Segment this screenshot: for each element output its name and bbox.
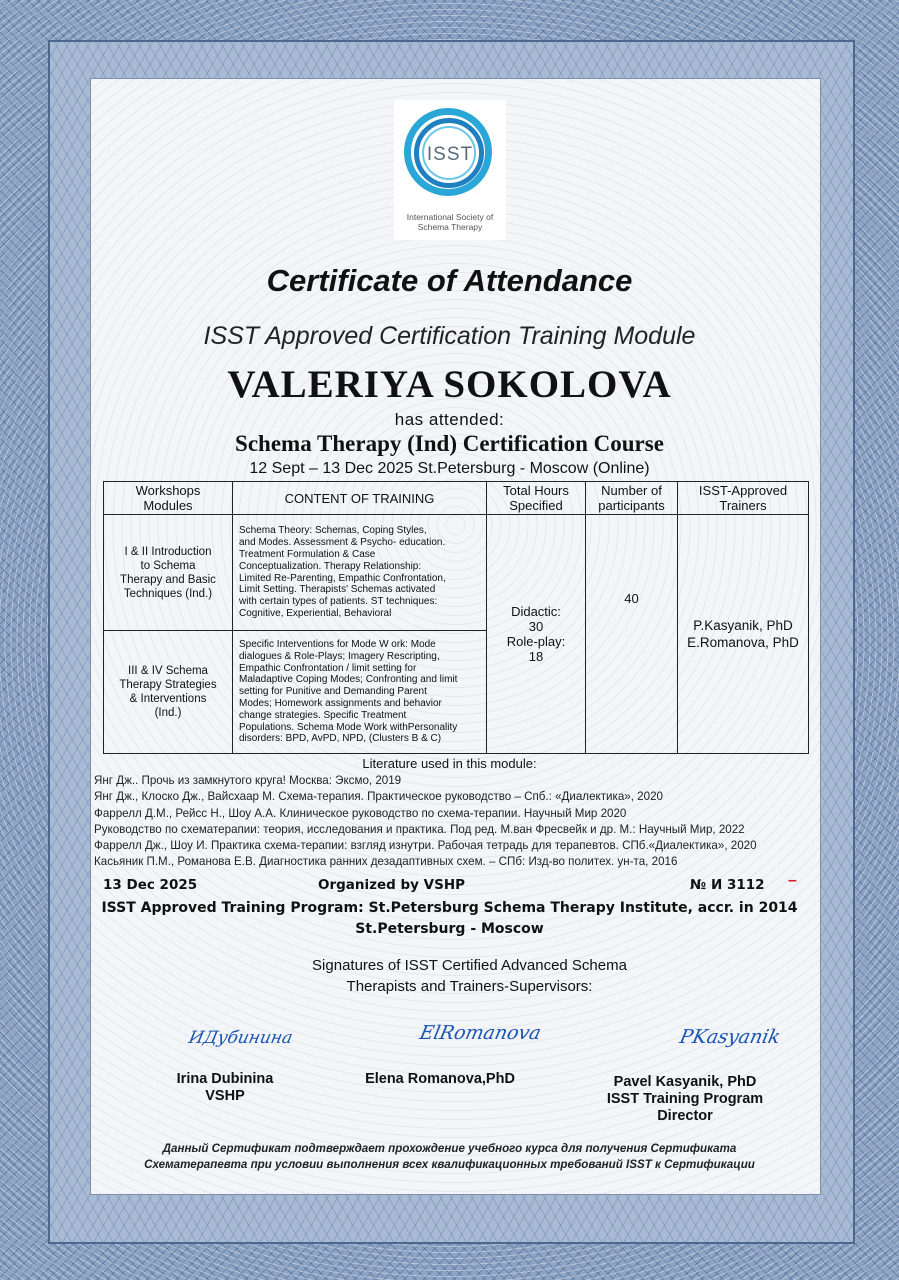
signer-romanova: Elena Romanova,PhD (365, 1071, 515, 1087)
list-item: Янг Дж., Клоско Дж., Вайсхаар М. Схема-терапия. Практическое руководство – Спб.: «Диалектика», 2020 (94, 790, 663, 804)
module-cell: I & II Introduction to Schema Therapy and Basic Techniques (Ind.) (104, 515, 233, 631)
logo-acronym: ISST (426, 144, 474, 165)
certificate-subtitle: ISST Approved Certification Training Module (203, 322, 696, 350)
footer-note: Данный Сертификат подтверждает прохождение учебного курса для получения Сертификата Схематерапевта при условии выполнения всех квалификационных требований ISST к Сертификации (144, 1142, 755, 1171)
signature-romanova: ElRomanova (417, 1022, 544, 1044)
signer-kasyanik: Pavel Kasyanik, PhD ISST Training Program Director (606, 1074, 764, 1124)
signer-dubinina: Irina Dubinina VSHP (176, 1071, 274, 1104)
certificate-title: Certificate of Attendance (266, 263, 633, 298)
list-item: Касьяник П.М., Романова Е.В. Диагностика ранних дезадаптивных схем. – СПб: Изд-во политех. ун-та, 2016 (94, 855, 678, 869)
header-trainers: ISST-Approved Trainers (678, 482, 809, 515)
training-table (103, 481, 809, 754)
hours-cell: Didactic: 30 Role-play: 18 (487, 515, 586, 754)
program-location: St.Petersburg - Moscow (355, 921, 544, 937)
header-participants: Number of participants (586, 482, 678, 515)
list-item: Фаррелл Д.М., Рейсс Н., Шоу А.А. Клиническое руководство по схема-терапии. Научный Мир 2020 (94, 806, 627, 820)
literature-title: Literature used in this module: (362, 756, 537, 771)
table-row (104, 515, 809, 631)
table-header-row (104, 482, 809, 515)
signatures-intro: Signatures of ISST Certified Advanced Schema Therapists and Trainers-Supervisors: (312, 957, 627, 995)
certificate-number: № И 3112 (690, 877, 765, 893)
course-dates: 12 Sept – 13 Dec 2025 St.Petersburg - Moscow (Online) (249, 460, 650, 477)
signature-dubinina: ИДубинина (186, 1028, 295, 1048)
module-cell: III & IV Schema Therapy Strategies & Interventions (Ind.) (104, 631, 233, 754)
list-item: Руководство по схематерапии: теория, исследования и практика. Под ред. М.ван Фресвейк и др. М.: Научный Мир, 2022 (94, 822, 745, 836)
header-content: CONTENT OF TRAINING (233, 482, 487, 515)
list-item: Фаррелл Дж., Шоу И. Практика схема-терапии: взгляд изнутри. Рабочая тетрадь для терапевтов. СПб.«Диалектика», 2020 (94, 839, 757, 853)
header-modules: Workshops Modules (104, 482, 233, 515)
course-title: Schema Therapy (Ind) Certification Course (235, 431, 664, 456)
recipient-name: VALERIYA SOKOLOVA (227, 363, 672, 406)
logo-full-name: International Society of Schema Therapy (406, 212, 494, 232)
header-hours: Total Hours Specified (487, 482, 586, 515)
content-cell: Specific Interventions for Mode W ork: Mode dialogues & Role-Plays; Imagery Rescripting, Empathic Confrontation / limit setting for Maladaptive Coping Modes; Confronting and limit setting for Punitive and Demanding Parent Modes; Homework assignments and behavior change strategies. Specific Treatment Populations. Schema Mode Work withPersonality disorders: BPD, AvPD, NPD, (Clusters B & C) (233, 631, 487, 754)
organizer: Organized by VSHP (318, 877, 466, 893)
training-program: ISST Approved Training Program: St.Petersburg Schema Therapy Institute, accr. in 2014 (101, 900, 798, 916)
literature-list (94, 773, 824, 871)
issue-date: 13 Dec 2025 (103, 877, 198, 893)
participants-cell: 40 (586, 515, 678, 754)
signature-kasyanik: PKasyanik (677, 1026, 783, 1048)
red-mark: – (788, 872, 797, 889)
content-cell: Schema Theory: Schemas, Coping Styles, and Modes. Assessment & Psycho- education. Treatment Formulation & Case Conceptualization. Therapy Relationship: Limited Re-Parenting, Empathic Confrontation, Limit Setting. Therapists' Schemas activated with certain types of patients. ST techniques: Cognitive, Experiential, Behavioral (233, 515, 487, 631)
trainers-cell: P.Kasyanik, PhD E.Romanova, PhD (678, 515, 809, 754)
has-attended-text: has attended: (394, 410, 505, 429)
isst-logo (394, 100, 506, 240)
list-item: Янг Дж.. Прочь из замкнутого круга! Москва: Эксмо, 2019 (94, 774, 402, 787)
